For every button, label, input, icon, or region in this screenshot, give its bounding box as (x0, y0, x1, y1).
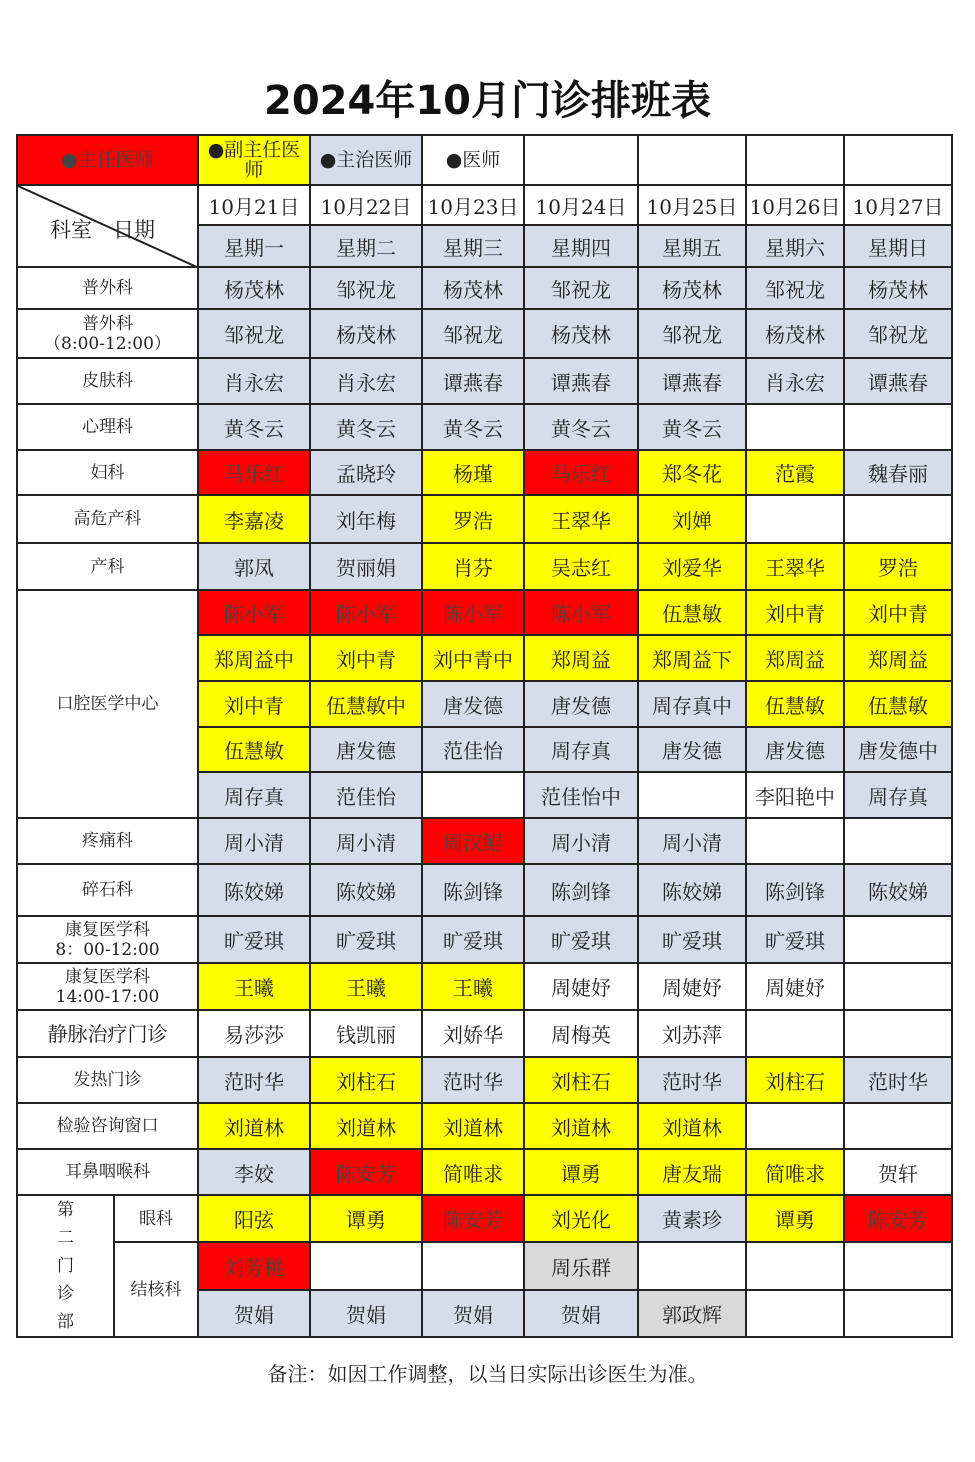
doctor-cell: 谭燕春 (638, 358, 746, 404)
doctor-cell: 贺娟 (422, 1290, 524, 1337)
row-gaowei (17, 495, 952, 543)
doctor-cell (746, 1103, 844, 1149)
doctor-cell: 陈安芳 (422, 1195, 524, 1242)
doctor-cell: 范时华 (638, 1057, 746, 1103)
corner-label: 科室 日期 (50, 218, 155, 242)
doctor-cell: 郑周益下 (638, 635, 746, 681)
doctor-cell: 谭燕春 (524, 358, 638, 404)
doctor-cell: 郑周益中 (198, 635, 310, 681)
dept-time: 8：00-12:00 (55, 939, 160, 960)
doctor-cell: 杨茂林 (844, 267, 952, 309)
doctor-cell: 贺娟 (198, 1290, 310, 1337)
doctor-cell: 谭燕春 (422, 358, 524, 404)
doctor-cell: 刘中青中 (422, 635, 524, 681)
doctor-cell: 黄冬云 (198, 404, 310, 450)
date-cell: 10月25日 (638, 185, 746, 225)
row-puwai (17, 267, 952, 309)
dept-name: 普外科 (82, 313, 133, 334)
doctor-cell: 唐发德 (746, 727, 844, 772)
doctor-cell: 肖芬 (422, 543, 524, 590)
doctor-cell: 郑周益 (844, 635, 952, 681)
doctor-cell: 黄冬云 (524, 404, 638, 450)
doctor-cell: 伍慧敏 (844, 681, 952, 727)
doctor-cell: 刘道林 (524, 1103, 638, 1149)
doctor-cell: 陈姣娣 (198, 864, 310, 916)
doctor-cell (844, 818, 952, 864)
dept-label: 耳鼻咽喉科 (17, 1149, 198, 1195)
row-jianyan (17, 1103, 952, 1149)
doctor-cell (746, 818, 844, 864)
row-tengtong (17, 818, 952, 864)
doctor-cell: 刘道林 (638, 1103, 746, 1149)
weekday-cell: 星期日 (844, 225, 952, 267)
doctor-cell: 唐发德 (524, 681, 638, 727)
doctor-cell: 伍慧敏 (638, 590, 746, 635)
doctor-cell: 刘苏萍 (638, 1010, 746, 1057)
doctor-cell (844, 916, 952, 963)
doctor-cell: 范佳怡中 (524, 772, 638, 818)
doctor-cell: 李嘉凌 (198, 495, 310, 543)
dept-label: 妇科 (17, 450, 198, 495)
doctor-cell: 陈安芳 (844, 1195, 952, 1242)
dept-label: 皮肤科 (17, 358, 198, 404)
doctor-cell: 谭勇 (746, 1195, 844, 1242)
doctor-cell: 邹祝龙 (524, 267, 638, 309)
date-cell: 10月23日 (422, 185, 524, 225)
date-cell: 10月27日 (844, 185, 952, 225)
doctor-cell: 黄冬云 (638, 404, 746, 450)
doctor-cell (844, 495, 952, 543)
row-suishi (17, 864, 952, 916)
legend-chief: ●主任医师 (17, 135, 198, 185)
doctor-cell: 旷爱琪 (638, 916, 746, 963)
doctor-cell: 邹祝龙 (422, 309, 524, 358)
doctor-cell: 范佳怡 (310, 772, 422, 818)
weekday-cell: 星期四 (524, 225, 638, 267)
row-kangfu-pm (17, 963, 952, 1010)
doctor-cell: 刘中青 (198, 681, 310, 727)
date-cell: 10月24日 (524, 185, 638, 225)
dept-time: 14:00-17:00 (55, 986, 160, 1007)
doctor-cell: 马乐红 (524, 450, 638, 495)
doctor-cell: 邹祝龙 (310, 267, 422, 309)
doctor-cell: 李姣 (198, 1149, 310, 1195)
doctor-cell: 杨茂林 (422, 267, 524, 309)
doctor-cell (844, 1010, 952, 1057)
doctor-cell: 周存真 (524, 727, 638, 772)
doctor-cell: 唐友瑞 (638, 1149, 746, 1195)
doctor-cell: 孟晓玲 (310, 450, 422, 495)
weekday-cell: 星期三 (422, 225, 524, 267)
dept-label: 静脉治疗门诊 (17, 1010, 198, 1057)
doctor-cell: 钱凯丽 (310, 1010, 422, 1057)
doctor-cell: 吴志红 (524, 543, 638, 590)
doctor-cell: 刘柱石 (746, 1057, 844, 1103)
doctor-cell: 肖永宏 (198, 358, 310, 404)
doctor-cell (844, 1290, 952, 1337)
doctor-cell: 罗浩 (844, 543, 952, 590)
row-kangfu-am (17, 916, 952, 963)
dept-label: 口腔医学中心 (17, 590, 198, 818)
dept-name: 康复医学科 (65, 919, 150, 940)
doctor-cell: 邹祝龙 (844, 309, 952, 358)
doctor-cell: 邹祝龙 (746, 267, 844, 309)
doctor-cell: 简唯求 (746, 1149, 844, 1195)
doctor-cell: 黄冬云 (310, 404, 422, 450)
doctor-cell: 马乐红 (198, 450, 310, 495)
doctor-cell: 范佳怡 (422, 727, 524, 772)
doctor-cell (746, 495, 844, 543)
date-cell: 10月22日 (310, 185, 422, 225)
doctor-cell (844, 1242, 952, 1290)
dept-label: 结核科 (114, 1242, 198, 1337)
row-puwai-am (17, 309, 952, 358)
doctor-cell: 黄冬云 (422, 404, 524, 450)
doctor-cell: 杨茂林 (524, 309, 638, 358)
doctor-cell: 贺轩 (844, 1149, 952, 1195)
doctor-cell: 旷爱琪 (524, 916, 638, 963)
dept-label (17, 916, 198, 963)
row-fare (17, 1057, 952, 1103)
date-cell: 10月21日 (198, 185, 310, 225)
doctor-cell: 王曦 (422, 963, 524, 1010)
weekday-cell: 星期五 (638, 225, 746, 267)
schedule-table (16, 134, 953, 1338)
row-xinli (17, 404, 952, 450)
dept-label: 疼痛科 (17, 818, 198, 864)
doctor-cell (422, 772, 524, 818)
doctor-cell: 郭凤 (198, 543, 310, 590)
doctor-cell: 刘年梅 (310, 495, 422, 543)
doctor-cell: 王翠华 (746, 543, 844, 590)
doctor-cell: 周存真中 (638, 681, 746, 727)
doctor-cell: 郑周益 (746, 635, 844, 681)
doctor-cell: 陈安芳 (310, 1149, 422, 1195)
doctor-cell: 郑冬花 (638, 450, 746, 495)
doctor-cell: 周梅英 (524, 1010, 638, 1057)
doctor-cell: 易莎莎 (198, 1010, 310, 1057)
doctor-cell: 陈姣娣 (638, 864, 746, 916)
row-jiehe (17, 1242, 952, 1290)
dept-group-name: 第二门诊部 (57, 1200, 74, 1332)
doctor-cell: 王曦 (198, 963, 310, 1010)
legend-empty (524, 135, 638, 185)
doctor-cell: 杨茂林 (638, 267, 746, 309)
doctor-cell: 刘婵 (638, 495, 746, 543)
legend-resident: ●医师 (422, 135, 524, 185)
row-erbihou (17, 1149, 952, 1195)
doctor-cell (746, 1290, 844, 1337)
doctor-cell: 刘道林 (422, 1103, 524, 1149)
dept-time: （8:00-12:00） (44, 333, 171, 354)
doctor-cell (746, 404, 844, 450)
doctor-cell: 陈小军 (524, 590, 638, 635)
row-chanke (17, 543, 952, 590)
doctor-cell: 唐发德 (638, 727, 746, 772)
doctor-cell (746, 1010, 844, 1057)
doctor-cell: 周小清 (524, 818, 638, 864)
weekday-cell: 星期二 (310, 225, 422, 267)
doctor-cell: 贺娟 (524, 1290, 638, 1337)
doctor-cell (746, 1242, 844, 1290)
doctor-cell: 周存真 (844, 772, 952, 818)
doctor-cell: 刘柱石 (310, 1057, 422, 1103)
doctor-cell (310, 1242, 422, 1290)
dept-label (17, 963, 198, 1010)
dept-label: 眼科 (114, 1195, 198, 1242)
doctor-cell: 周小清 (198, 818, 310, 864)
doctor-cell: 陈剑锋 (746, 864, 844, 916)
doctor-cell: 邹祝龙 (638, 309, 746, 358)
doctor-cell: 范时华 (844, 1057, 952, 1103)
doctor-cell: 周存真 (198, 772, 310, 818)
dept-name: 康复医学科 (65, 966, 150, 987)
doctor-cell: 旷爱琪 (746, 916, 844, 963)
row-jingmai (17, 1010, 952, 1057)
dept-label: 碎石科 (17, 864, 198, 916)
doctor-cell: 周小清 (638, 818, 746, 864)
doctor-cell: 旷爱琪 (422, 916, 524, 963)
doctor-cell: 旷爱琪 (198, 916, 310, 963)
doctor-cell: 王曦 (310, 963, 422, 1010)
dept-label: 高危产科 (17, 495, 198, 543)
doctor-cell: 伍慧敏 (746, 681, 844, 727)
doctor-cell: 陈小军 (422, 590, 524, 635)
doctor-cell: 罗浩 (422, 495, 524, 543)
doctor-cell: 范时华 (422, 1057, 524, 1103)
doctor-cell: 黄素珍 (638, 1195, 746, 1242)
doctor-cell: 刘柱石 (524, 1057, 638, 1103)
doctor-cell: 唐发德中 (844, 727, 952, 772)
legend-empty (844, 135, 952, 185)
doctor-cell: 谭勇 (524, 1149, 638, 1195)
doctor-cell: 刘中青 (844, 590, 952, 635)
doctor-cell: 范时华 (198, 1057, 310, 1103)
doctor-cell: 郑周益 (524, 635, 638, 681)
doctor-cell: 周婕妤 (524, 963, 638, 1010)
doctor-cell: 刘爱华 (638, 543, 746, 590)
row-yanke (17, 1195, 952, 1242)
weekday-cell: 星期六 (746, 225, 844, 267)
doctor-cell: 李阳艳中 (746, 772, 844, 818)
doctor-cell: 贺娟 (310, 1290, 422, 1337)
doctor-cell: 刘芳桃 (198, 1242, 310, 1290)
doctor-cell: 刘中青 (310, 635, 422, 681)
doctor-cell (422, 1242, 524, 1290)
doctor-cell: 阳弦 (198, 1195, 310, 1242)
doctor-cell: 伍慧敏中 (310, 681, 422, 727)
footnote: 备注：如因工作调整，以当日实际出诊医生为准。 (267, 1362, 708, 1386)
row-fuke (17, 450, 952, 495)
page-title: 2024年10月门诊排班表 (264, 78, 711, 124)
doctor-cell: 谭勇 (310, 1195, 422, 1242)
doctor-cell: 杨茂林 (310, 309, 422, 358)
dept-label: 心理科 (17, 404, 198, 450)
doctor-cell: 肖永宏 (310, 358, 422, 404)
doctor-cell (638, 1242, 746, 1290)
doctor-cell (844, 1103, 952, 1149)
doctor-cell: 周小清 (310, 818, 422, 864)
doctor-cell: 陈小军 (198, 590, 310, 635)
legend-row (17, 135, 952, 185)
doctor-cell: 刘道林 (310, 1103, 422, 1149)
doctor-cell: 刘光化 (524, 1195, 638, 1242)
row-pifu (17, 358, 952, 404)
doctor-cell (844, 963, 952, 1010)
doctor-cell: 旷爱琪 (310, 916, 422, 963)
doctor-cell: 杨茂林 (746, 309, 844, 358)
doctor-cell: 简唯求 (422, 1149, 524, 1195)
dept-label: 普外科 (17, 267, 198, 309)
dept-label (17, 309, 198, 358)
doctor-cell: 陈姣娣 (310, 864, 422, 916)
dept-label: 发热门诊 (17, 1057, 198, 1103)
doctor-cell: 周婕妤 (638, 963, 746, 1010)
doctor-cell: 陈姣娣 (844, 864, 952, 916)
row-kouqiang (17, 590, 952, 635)
dept-label: 产科 (17, 543, 198, 590)
doctor-cell: 陈剑锋 (422, 864, 524, 916)
doctor-cell: 王翠华 (524, 495, 638, 543)
dept-label: 检验咨询窗口 (17, 1103, 198, 1149)
weekday-cell: 星期一 (198, 225, 310, 267)
doctor-cell (638, 772, 746, 818)
dept-group-label (17, 1195, 114, 1337)
doctor-cell: 周婕妤 (746, 963, 844, 1010)
doctor-cell: 陈小军 (310, 590, 422, 635)
legend-empty (638, 135, 746, 185)
doctor-cell: 贺丽娟 (310, 543, 422, 590)
legend-attending: ●主治医师 (310, 135, 422, 185)
doctor-cell (844, 404, 952, 450)
doctor-cell: 伍慧敏 (198, 727, 310, 772)
doctor-cell: 唐发德 (310, 727, 422, 772)
doctor-cell: 刘道林 (198, 1103, 310, 1149)
legend-empty (746, 135, 844, 185)
doctor-cell: 郭政辉 (638, 1290, 746, 1337)
doctor-cell: 陈剑锋 (524, 864, 638, 916)
doctor-cell: 周汉鲲 (422, 818, 524, 864)
doctor-cell: 魏春丽 (844, 450, 952, 495)
date-row (17, 185, 952, 225)
doctor-cell: 邹祝龙 (198, 309, 310, 358)
doctor-cell: 唐发德 (422, 681, 524, 727)
doctor-cell: 杨茂林 (198, 267, 310, 309)
doctor-cell: 刘娇华 (422, 1010, 524, 1057)
doctor-cell: 杨瑾 (422, 450, 524, 495)
doctor-cell: 范霞 (746, 450, 844, 495)
doctor-cell: 谭燕春 (844, 358, 952, 404)
date-cell: 10月26日 (746, 185, 844, 225)
legend-associate-chief: ●副主任医师 (198, 135, 310, 185)
doctor-cell: 刘中青 (746, 590, 844, 635)
doctor-cell: 肖永宏 (746, 358, 844, 404)
corner-header (17, 185, 198, 267)
doctor-cell: 周乐群 (524, 1242, 638, 1290)
